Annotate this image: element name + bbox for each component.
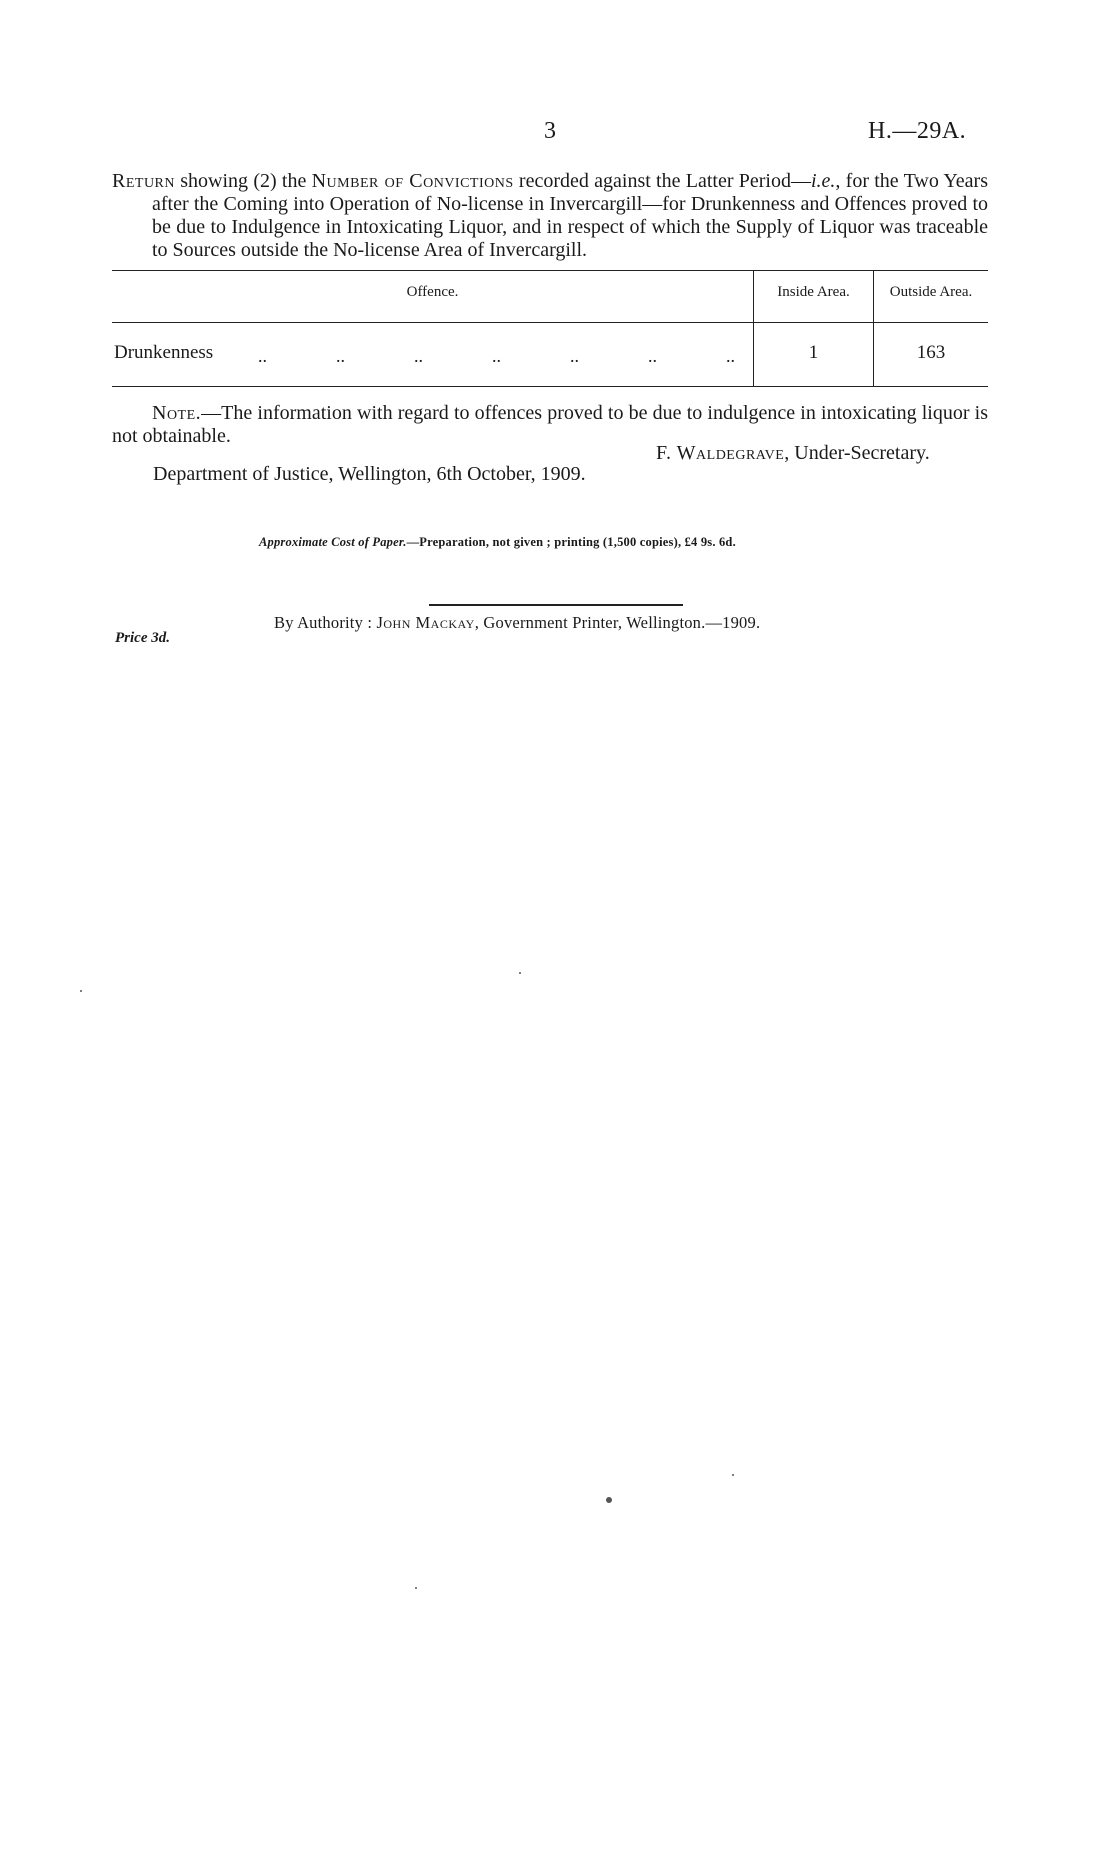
page-number: 3 — [544, 118, 556, 144]
table-header-rule — [112, 322, 988, 323]
authority-suffix: , Government Printer, Wellington.—1909. — [474, 613, 761, 632]
offence-cell: Drunkenness — [114, 342, 214, 363]
signature — [656, 442, 930, 465]
printer-authority-line — [274, 613, 760, 633]
return-word: Return — [112, 170, 176, 192]
column-header-offence: Offence. — [406, 284, 459, 300]
table-top-rule — [112, 270, 988, 271]
cost-label: Approximate Cost of Paper. — [259, 535, 407, 549]
footer-rule — [429, 604, 683, 606]
column-header-inside-area: Inside Area. — [777, 284, 850, 300]
scan-speck — [519, 972, 521, 974]
note-label: Note. — [152, 402, 202, 424]
printer-name: John Mackay — [376, 613, 475, 632]
inside-area-cell: 1 — [808, 342, 819, 363]
authority-prefix: By Authority : — [274, 613, 377, 632]
document-reference: H.—29A. — [868, 118, 967, 144]
return-ie: i.e. — [810, 170, 836, 192]
scan-speck — [606, 1497, 612, 1503]
signatory-title: , Under-Secretary. — [784, 442, 930, 464]
cost-text: —Preparation, not given ; printing (1,500 copies), £4 9s. 6d. — [406, 535, 736, 549]
cost-of-paper-line — [259, 535, 736, 550]
return-subject: Number of Convictions — [311, 170, 514, 192]
return-title-paragraph — [112, 170, 988, 262]
return-text-part: , for the Two Years after the Coming into Operation of No-license in Invercargill—for Drunkenness and Offences proved to be due to Indulgence in Intoxicating Liquor, and in respect of which the Supply of Liquor was traceable to Sources outside the No-license Area of Invercargill. — [152, 170, 989, 261]
column-header-outside-area: Outside Area. — [889, 284, 973, 300]
outside-area-cell: 163 — [916, 342, 946, 363]
scan-speck — [415, 1587, 417, 1589]
scan-speck — [732, 1474, 734, 1476]
leader-dots: .. .. .. .. .. .. .. — [258, 346, 735, 366]
scan-speck — [80, 990, 82, 992]
note-text: —The information with regard to offences proved to be due to indulgence in intoxicating liquor is not obtainable. — [112, 402, 988, 447]
price-label: Price 3d. — [115, 630, 170, 646]
return-text-part: showing (2) the — [175, 170, 312, 192]
signatory-name: F. Waldegrave — [656, 442, 785, 464]
table-bottom-rule — [112, 386, 988, 387]
return-text-part: recorded against the Latter Period— — [513, 170, 811, 192]
department-line: Department of Justice, Wellington, 6th October, 1909. — [153, 463, 586, 485]
